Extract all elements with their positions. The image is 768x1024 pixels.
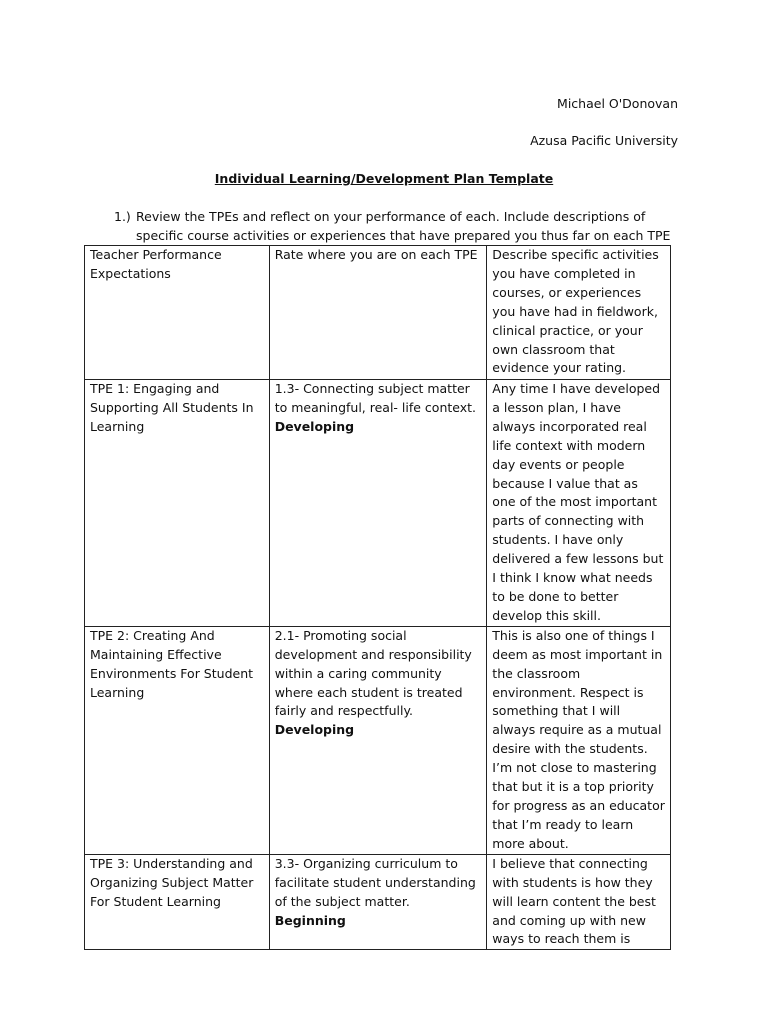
rating-level: Developing [274,722,355,738]
rating-text: 2.1- Promoting social development and responsibility within a caring community where each student is treated fairly and respectfully. [274,627,472,719]
evidence-cell: I believe that connecting with students is how they will learn content the best and coming up with new ways to reach them is [487,854,671,950]
rating-cell [269,626,487,854]
tpe-cell: TPE 1: Engaging and Supporting All Students In Learning [85,380,270,627]
rating-level: Beginning [274,912,346,928]
instruction-text: Review the TPEs and reflect on your performance of each. Include descriptions of specific course activities or experiences that have prepared you thus far on each TPE [136,209,671,243]
rating-text: 3.3- Organizing curriculum to facilitate student understanding of the subject matter. [274,855,476,909]
evidence-cell: Any time I have developed a lesson plan, I have always incorporated real life context with modern day events or people because I value that as one of the most important parts of connecting with students. I have only delivered a few lessons but I think I know what needs to be done to better develop this skill. [487,380,671,627]
rating-level: Developing [274,418,355,434]
rating-cell [269,854,487,950]
tpe-cell: TPE 2: Creating And Maintaining Effective Environments For Student Learning [85,626,270,854]
tpe-cell: TPE 3: Understanding and Organizing Subject Matter For Student Learning [85,854,270,950]
header-cell-rating: Rate where you are on each TPE [269,246,487,380]
document-title: Individual Learning/Development Plan Template [214,171,554,186]
table-row [85,380,671,627]
header-cell-tpe: Teacher Performance Expectations [85,246,270,380]
tpe-table [84,245,671,950]
author-name: Michael O'Donovan [557,96,678,111]
rating-cell [269,380,487,627]
evidence-cell: This is also one of things I deem as most important in the classroom environment. Respect is something that I will always require as a mutual desire with the students. I’m not close to mastering that but it is a top priority for progress as an educator that I’m ready to learn more about. [487,626,671,854]
table-header-row [85,246,671,380]
table-row [85,626,671,854]
university-name: Azusa Pacific University [530,133,678,148]
instruction-item [114,208,674,245]
instruction-number: 1.) [114,209,131,224]
table-row [85,854,671,950]
rating-text: 1.3- Connecting subject matter to meaningful, real- life context. [274,381,477,415]
header-cell-evidence: Describe specific activities you have completed in courses, or experiences you have had in fieldwork, clinical practice, or your own classroom that evidence your rating. [487,246,671,380]
